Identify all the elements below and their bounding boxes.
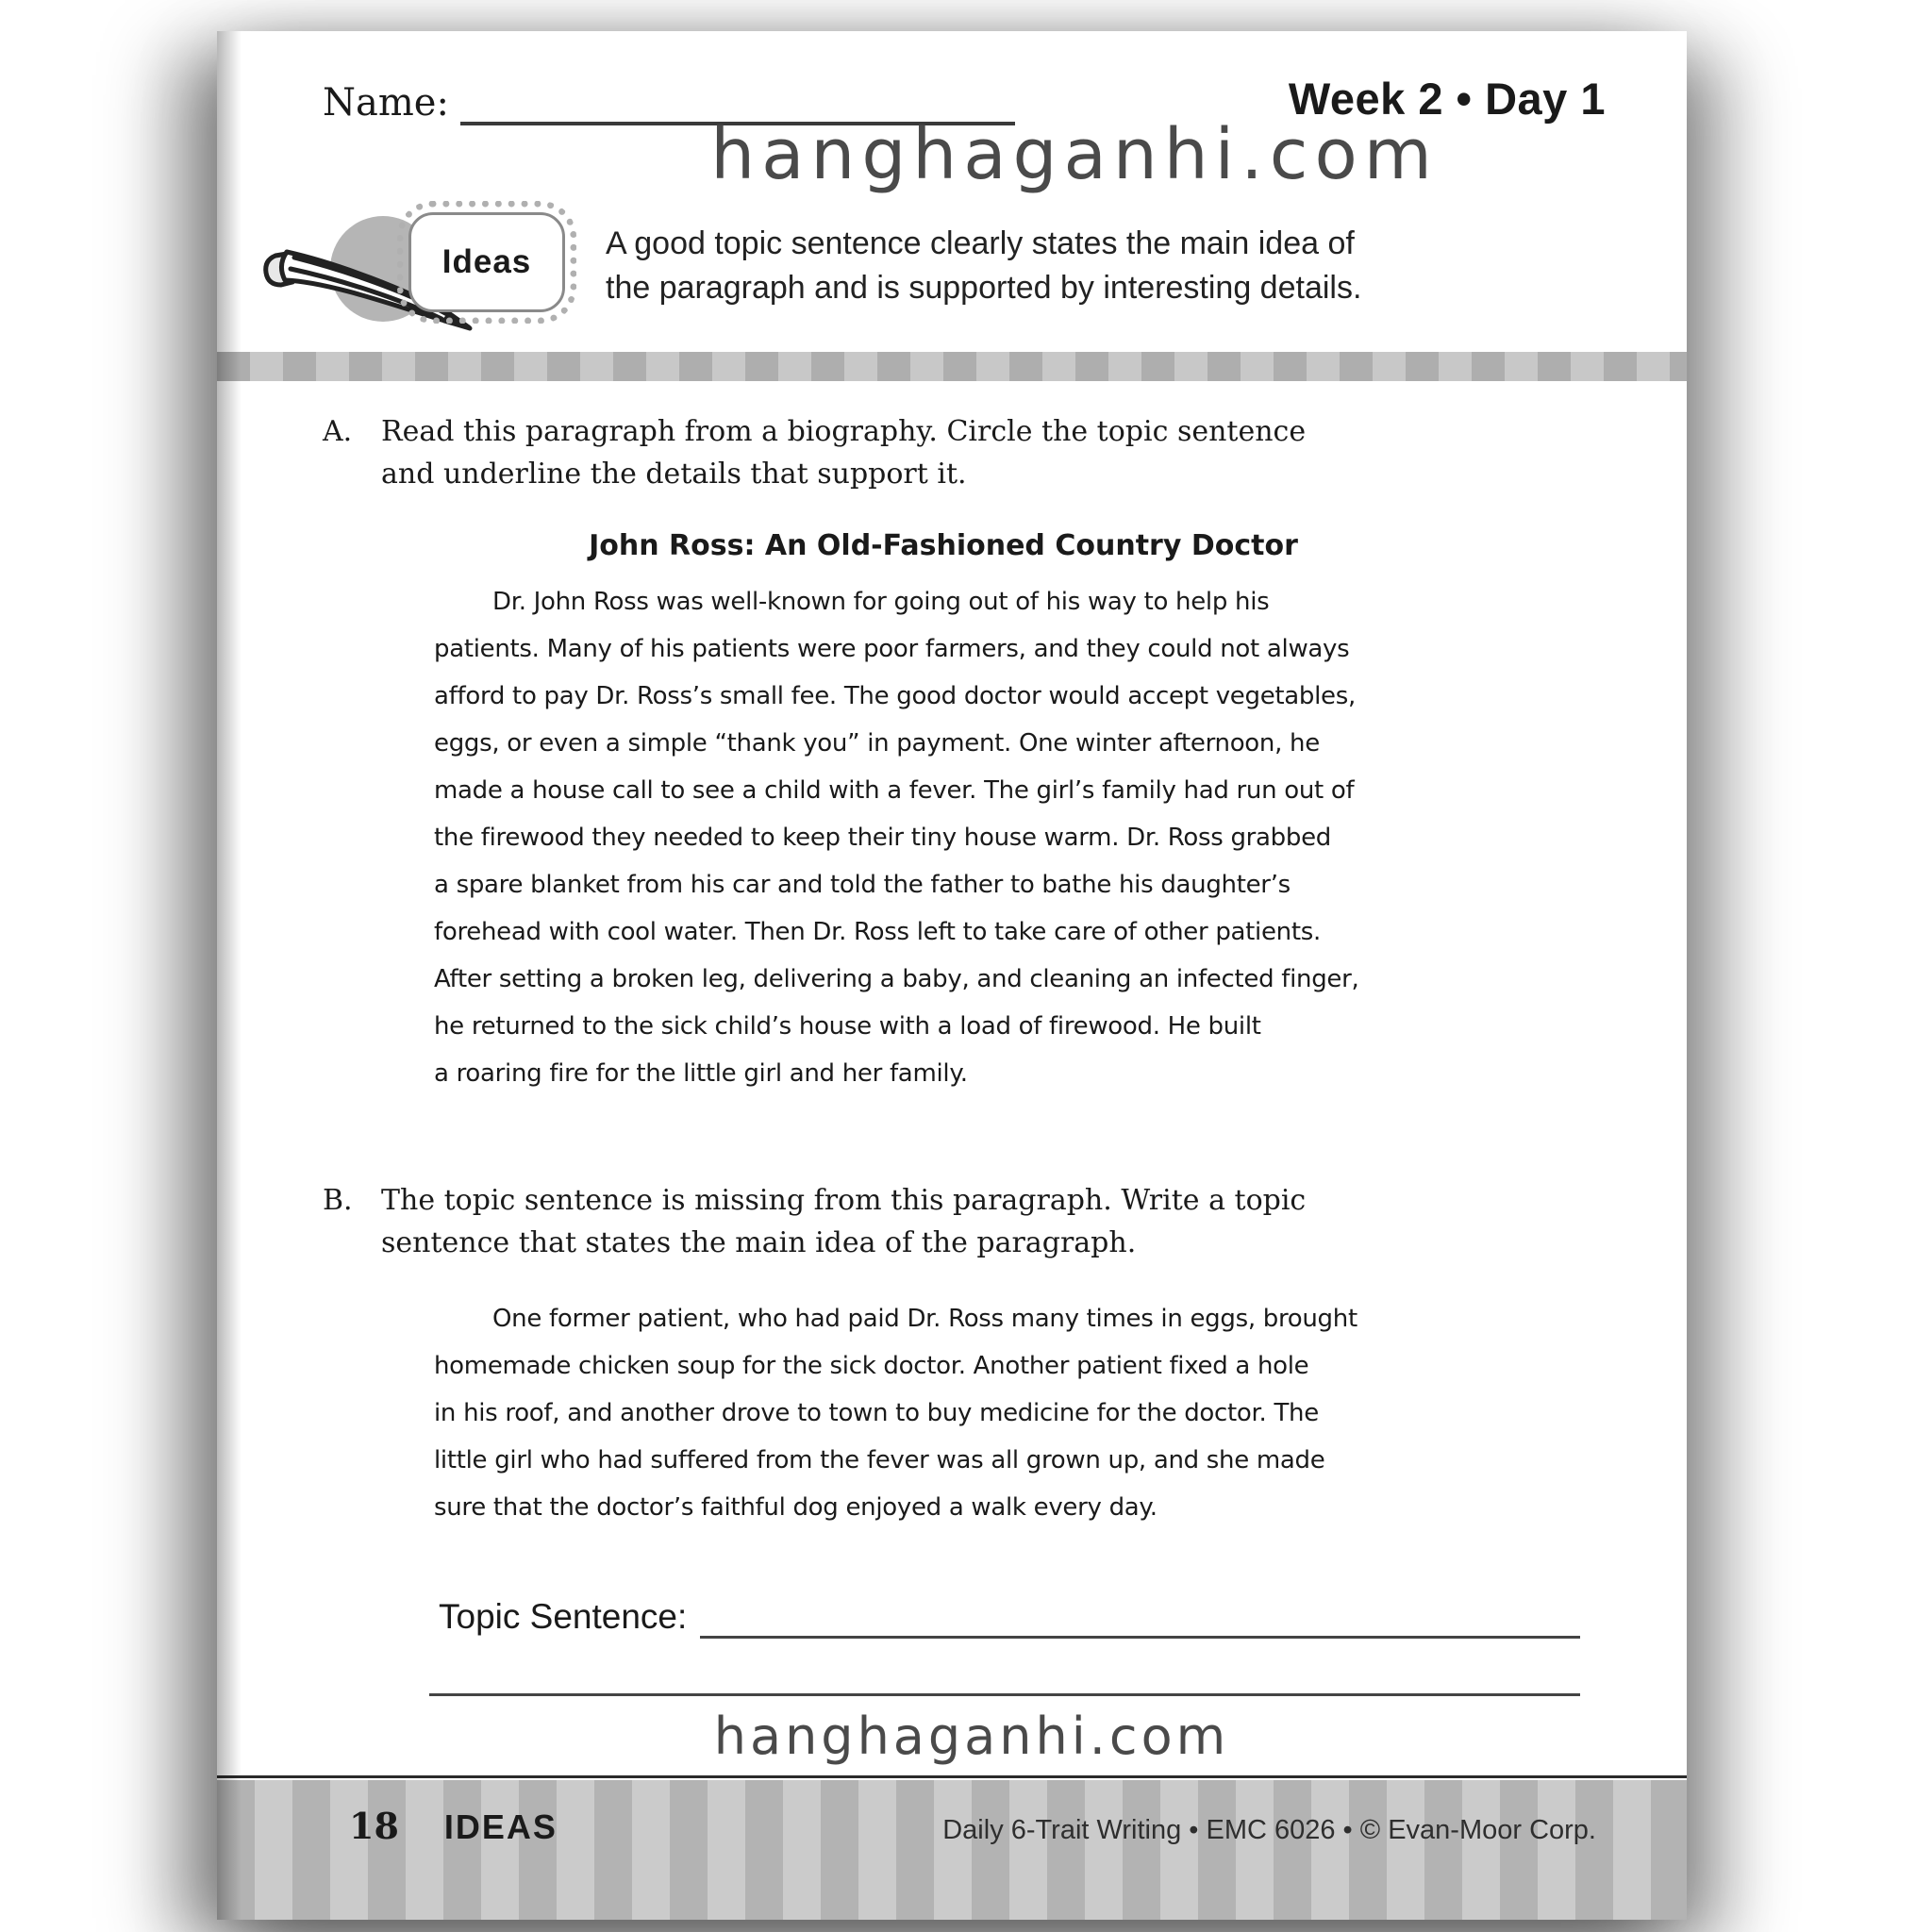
story-line: little girl who had suffered from the fever was all grown up, and she made: [434, 1446, 1325, 1474]
footer-row: [217, 1780, 1687, 1847]
story-line: homemade chicken soup for the sick doctor. Another patient fixed a hole: [434, 1352, 1309, 1380]
story-line: a roaring fire for the little girl and her family.: [434, 1059, 968, 1088]
story-line: eggs, or even a simple “thank you” in payment. One winter afternoon, he: [434, 729, 1320, 758]
section-a-letter: A.: [323, 415, 353, 448]
trait-intro-text: [606, 222, 1361, 310]
topic-sentence-write-line: [700, 1600, 1580, 1639]
intro-line: the paragraph and is supported by interesting details.: [606, 270, 1362, 306]
trait-name: IDEAS: [443, 1807, 558, 1846]
story-line: forehead with cool water. Then Dr. Ross left to take care of other patients.: [434, 918, 1321, 946]
story-line: in his roof, and another drove to town to buy medicine for the doctor. The: [434, 1399, 1319, 1427]
instruction-line: sentence that states the main idea of the paragraph.: [381, 1226, 1137, 1259]
story-paragraph-a: [434, 578, 1358, 1097]
instruction-line: and underline the details that support it.: [381, 458, 967, 491]
publisher-credit: Daily 6-Trait Writing • EMC 6026 • © Evan-Moor Corp.: [942, 1815, 1596, 1845]
section-a-instructions: [323, 410, 1306, 495]
story-paragraph-b: [434, 1295, 1357, 1531]
topic-sentence-row: [439, 1595, 1580, 1639]
topic-sentence-label: Topic Sentence:: [439, 1597, 688, 1636]
story-line: made a house call to see a child with a fever. The girl’s family had run out of: [434, 776, 1355, 805]
header-stripe-band: [217, 352, 1687, 381]
ideas-badge-label: Ideas: [441, 243, 532, 280]
ideas-badge: [408, 212, 565, 312]
instruction-line: Read this paragraph from a biography. Circle the topic sentence: [381, 415, 1307, 448]
name-label: Name:: [323, 81, 449, 125]
section-b-letter: B.: [323, 1184, 353, 1217]
story-line: a spare blanket from his car and told the father to bathe his daughter’s: [434, 871, 1291, 899]
section-a-text: [381, 410, 1306, 495]
story-line: patients. Many of his patients were poor farmers, and they could not always: [434, 635, 1350, 663]
watermark-bottom: hanghaganhi.com: [713, 1707, 1230, 1766]
story-line: After setting a broken leg, delivering a baby, and cleaning an infected finger,: [434, 965, 1359, 993]
section-b-text: [381, 1179, 1306, 1264]
week-day-heading: Week 2 • Day 1: [1288, 74, 1606, 124]
topic-sentence-write-line-2: [429, 1663, 1580, 1696]
story-line: sure that the doctor’s faithful dog enjoyed a walk every day.: [434, 1493, 1158, 1522]
footer-stripe-band: [217, 1780, 1687, 1920]
watermark-top: hanghaganhi.com: [710, 114, 1439, 195]
story-line: afford to pay Dr. Ross’s small fee. The good doctor would accept vegetables,: [434, 682, 1356, 710]
intro-line: A good topic sentence clearly states the main idea of: [606, 225, 1355, 261]
story-line: the firewood they needed to keep their tiny house warm. Dr. Ross grabbed: [434, 824, 1331, 852]
instruction-line: The topic sentence is missing from this paragraph. Write a topic: [381, 1184, 1307, 1217]
section-b-instructions: [323, 1179, 1306, 1264]
story-line: One former patient, who had paid Dr. Ross many times in eggs, brought: [492, 1305, 1357, 1333]
story-line: he returned to the sick child’s house with a load of firewood. He built: [434, 1012, 1261, 1041]
story-title: John Ross: An Old-Fashioned Country Doctor: [589, 529, 1298, 562]
footer-divider-line: [217, 1775, 1687, 1778]
page-number: 18: [349, 1805, 399, 1847]
worksheet-page: [217, 31, 1687, 1920]
story-line: Dr. John Ross was well-known for going out of his way to help his: [492, 588, 1270, 616]
